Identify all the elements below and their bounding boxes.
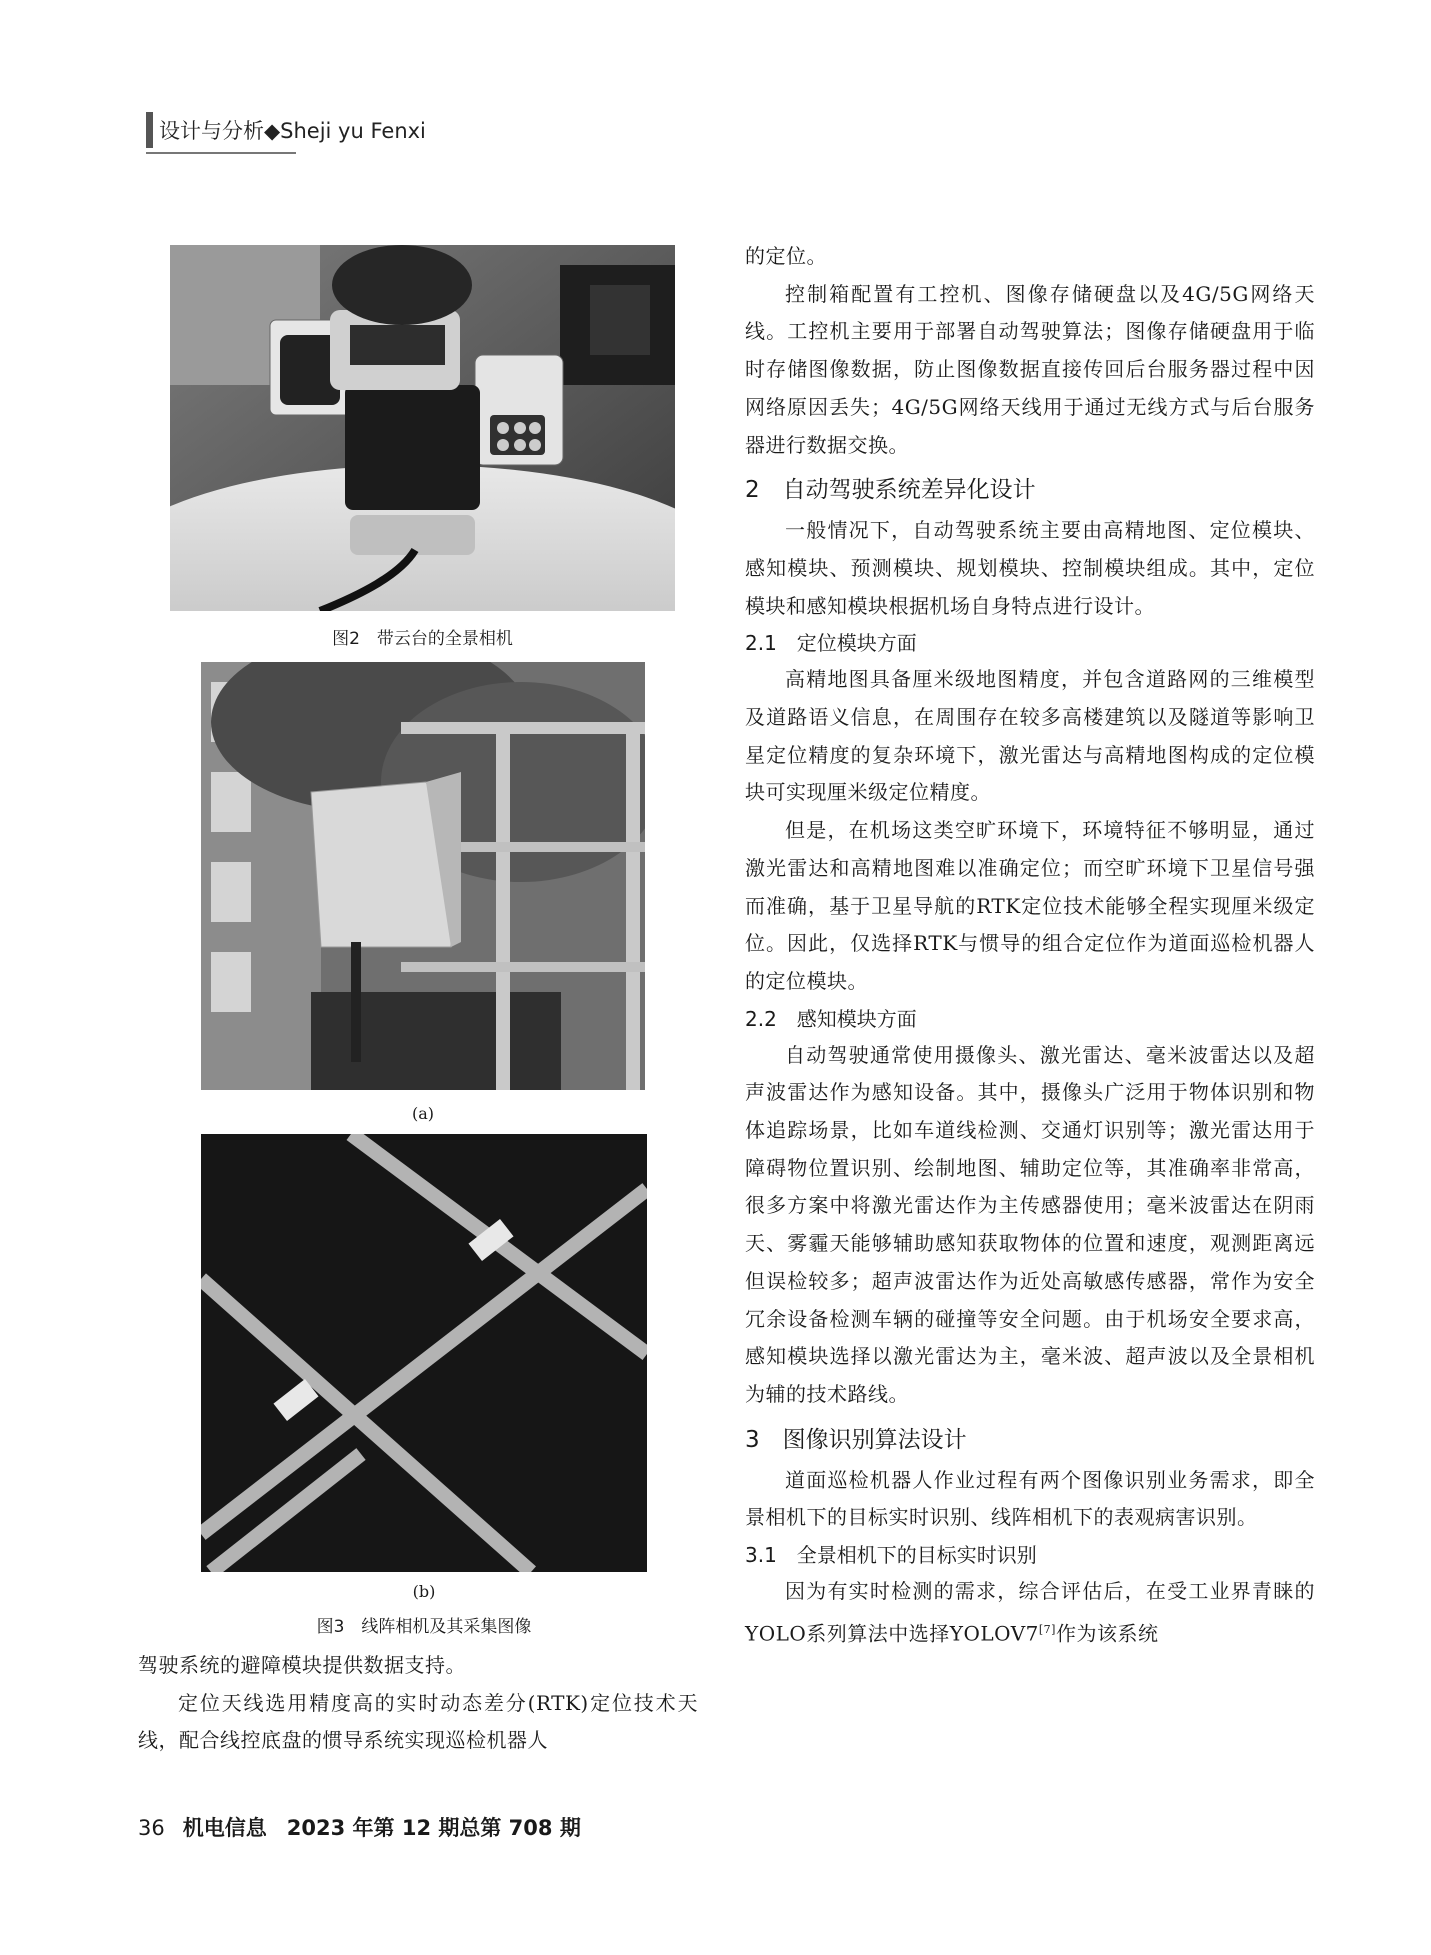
issue-info: 2023 年第 12 期总第 708 期	[286, 1816, 581, 1840]
paragraph: 控制箱配置有工控机、图像存储硬盘以及4G/5G网络天线。工控机主要用于部署自动驾驶算法；图像存储硬盘用于临时存储图像数据，防止图像数据直接传回后台服务器过程中因网络原因丢失；4G/5G网络天线用于通过无线方式与后台服务器进行数据交换。	[745, 281, 1315, 457]
figure-3a-photo	[201, 662, 645, 1090]
right-column-text	[745, 238, 1315, 1653]
figure-2-photo	[170, 245, 675, 611]
paragraph: 高精地图具备厘米级地图精度，并包含道路网的三维模型及道路语义信息，在周围存在较多高楼建筑以及隧道等影响卫星定位精度的复杂环境下，激光雷达与高精地图构成的定位模块可实现厘米级定位精度。	[745, 667, 1315, 805]
paragraph: 但是，在机场这类空旷环境下，环境特征不够明显，通过激光雷达和高精地图难以准确定位；而空旷环境下卫星信号强而准确，基于卫星导航的RTK定位技术能够全程实现厘米级定位。因此，仅选择RTK与惯导的组合定位作为道面巡检机器人的定位模块。	[745, 818, 1315, 993]
left-column-text	[138, 1647, 698, 1760]
paragraph: 道面巡检机器人作业过程有两个图像识别业务需求，即全景相机下的目标实时识别、线阵相机下的表观病害识别。	[745, 1467, 1315, 1530]
section-heading-3: 3 图像识别算法设计	[745, 1426, 967, 1453]
paragraph: 因为有实时检测的需求，综合评估后，在受工业界青睐的YOLO系列算法中选择YOLOV7[7]作为该系统	[745, 1579, 1315, 1646]
figure-2-caption: 图2 带云台的全景相机	[332, 629, 513, 649]
paragraph: 驾驶系统的避障模块提供数据支持。	[138, 1653, 466, 1677]
paragraph: 定位天线选用精度高的实时动态差分(RTK)定位技术天线，配合线控底盘的惯导系统实现巡检机器人	[138, 1690, 698, 1753]
journal-name: 机电信息	[182, 1816, 267, 1840]
figure-3b-label: (b)	[412, 1582, 436, 1601]
paragraph: 一般情况下，自动驾驶系统主要由高精地图、定位模块、感知模块、预测模块、规划模块、控制模块组成。其中，定位模块和感知模块根据机场自身特点进行设计。	[745, 518, 1315, 618]
section-heading-2-1: 2.1 定位模块方面	[745, 631, 917, 656]
header-rule	[146, 152, 296, 154]
line-scan-camera-illustration	[201, 662, 645, 1090]
header-text: 设计与分析◆Sheji yu Fenxi	[159, 119, 426, 143]
page-footer	[138, 1812, 581, 1842]
paragraph: 自动驾驶通常使用摄像头、激光雷达、毫米波雷达以及超声波雷达作为感知设备。其中，摄像头广泛用于物体识别和物体追踪场景，比如车道线检测、交通灯识别等；激光雷达用于障碍物位置识别、绘制地图、辅助定位等，其准确率非常高，很多方案中将激光雷达作为主传感器使用；毫米波雷达在阴雨天、雾霾天能够辅助感知获取物体的位置和速度，观测距离远但误检较多；超声波雷达作为近处高敏感传感器，常作为安全冗余设备检测车辆的碰撞等安全问题。由于机场安全要求高，感知模块选择以激光雷达为主，毫米波、超声波以及全景相机为辅的技术路线。	[745, 1042, 1315, 1406]
section-heading-3-1: 3.1 全景相机下的目标实时识别	[745, 1543, 1037, 1568]
figure-3-caption: 图3 线阵相机及其采集图像	[316, 1617, 532, 1637]
figure-3a-label: (a)	[411, 1104, 435, 1123]
section-heading-2: 2 自动驾驶系统差异化设计	[745, 477, 1036, 504]
running-header	[146, 112, 426, 148]
section-heading-2-2: 2.2 感知模块方面	[745, 1006, 917, 1031]
page-number: 36	[138, 1816, 165, 1840]
paragraph: 的定位。	[745, 244, 827, 268]
citation-ref: [7]	[1038, 1622, 1056, 1636]
panoramic-camera-illustration	[170, 245, 675, 611]
pavement-marking-illustration	[201, 1134, 647, 1572]
header-bar	[146, 112, 153, 148]
figure-3b-photo	[201, 1134, 647, 1572]
